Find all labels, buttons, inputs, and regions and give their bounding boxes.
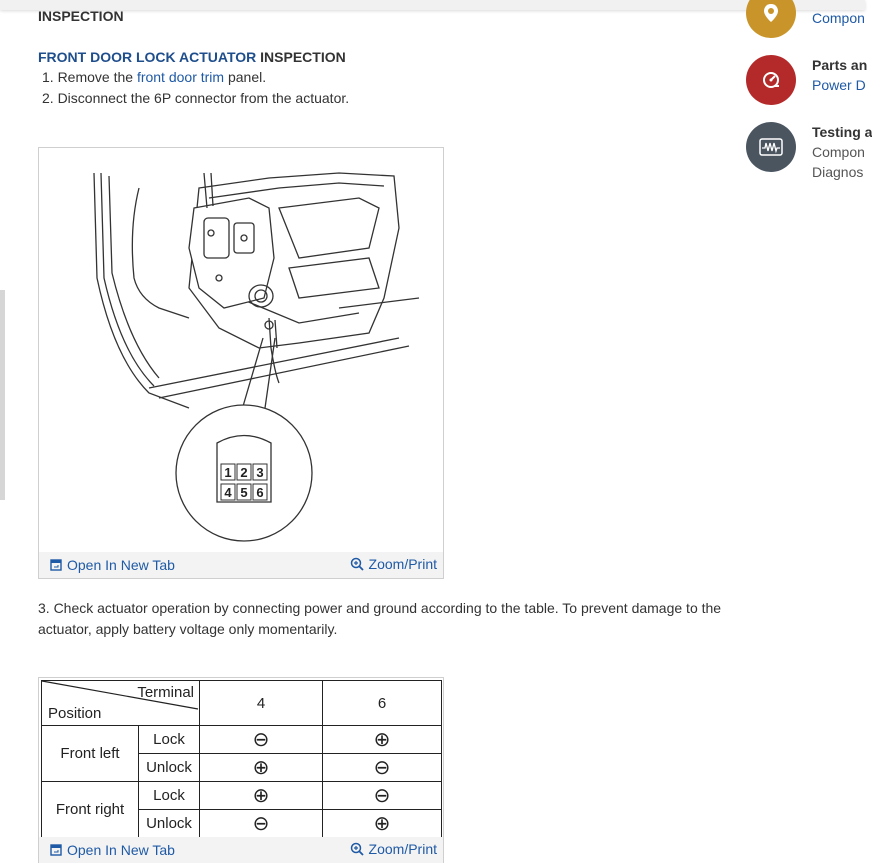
polarity-cell: ⊕ <box>323 810 442 838</box>
step-3: 3. Check actuator operation by connecting power and ground according to the table. To prevent damage to the actuator, apply battery voltage only momentarily. <box>38 600 722 637</box>
zoom-print-label: Zoom/Print <box>368 556 437 572</box>
action-lock: Lock <box>139 726 200 754</box>
connector-pin-2: 2 <box>240 465 248 480</box>
polarity-cell: ⊖ <box>200 810 323 838</box>
magnifier-icon <box>350 842 364 856</box>
action-unlock: Unlock <box>139 754 200 782</box>
open-new-tab-icon <box>50 559 62 571</box>
action-unlock: Unlock <box>139 810 200 838</box>
table-zoom-print-link[interactable] <box>350 841 437 857</box>
figure-footer <box>39 552 443 578</box>
connector-pin-6: 6 <box>256 485 264 500</box>
gauge-icon[interactable] <box>746 55 796 105</box>
door-actuator-figure <box>38 147 444 579</box>
column-header-4: 4 <box>200 681 323 726</box>
step-1 <box>42 69 266 85</box>
top-bar <box>0 0 865 10</box>
open-new-tab-link[interactable] <box>50 557 175 573</box>
sidebar-item-1-line[interactable]: Compon <box>812 10 865 26</box>
group-front-right: Front right <box>42 782 139 838</box>
sidebar-item-3-line-1[interactable]: Compon <box>812 144 865 160</box>
sidebar-item-2-line[interactable]: Power D <box>812 77 866 93</box>
step-1-suffix: panel. <box>224 69 267 85</box>
connector-pin-5: 5 <box>240 485 248 500</box>
sidebar-item-2-title: Parts an <box>812 57 868 73</box>
waveform-icon[interactable] <box>746 122 796 172</box>
related-sidebar <box>746 0 872 200</box>
scroll-track[interactable] <box>0 290 5 500</box>
polarity-cell: ⊖ <box>200 726 323 754</box>
header-terminal: Terminal <box>137 684 194 701</box>
table-figure-footer <box>39 837 443 863</box>
polarity-cell: ⊕ <box>323 726 442 754</box>
front-door-trim-link[interactable]: front door trim <box>136 69 225 85</box>
open-new-tab-label: Open In New Tab <box>67 557 175 573</box>
subsection-title <box>38 49 346 65</box>
location-pin-icon[interactable] <box>746 0 796 38</box>
connector-pin-4: 4 <box>224 485 232 500</box>
polarity-cell: ⊖ <box>323 754 442 782</box>
magnifier-icon <box>350 557 364 571</box>
polarity-cell: ⊕ <box>200 754 323 782</box>
step-2: 2. Disconnect the 6P connector from the actuator. <box>42 90 350 106</box>
connector-pin-3: 3 <box>256 465 264 480</box>
table-corner-header <box>42 681 200 726</box>
polarity-cell: ⊕ <box>200 782 323 810</box>
column-header-6: 6 <box>323 681 442 726</box>
group-front-left: Front left <box>42 726 139 782</box>
section-title: INSPECTION <box>38 8 124 24</box>
zoom-print-link[interactable] <box>350 556 437 572</box>
sidebar-item-3-line-2[interactable]: Diagnos <box>812 164 864 180</box>
header-position: Position <box>48 705 102 722</box>
action-lock: Lock <box>139 782 200 810</box>
sidebar-item-3-title: Testing a <box>812 124 872 140</box>
connector-pin-1: 1 <box>224 465 232 480</box>
polarity-cell: ⊖ <box>323 782 442 810</box>
table-open-new-tab-link[interactable] <box>50 842 175 858</box>
door-actuator-diagram <box>39 148 443 552</box>
open-new-tab-icon <box>50 844 62 856</box>
terminal-table <box>41 680 442 838</box>
actuator-link[interactable]: FRONT DOOR LOCK ACTUATOR <box>38 49 257 65</box>
terminal-table-figure <box>38 677 444 863</box>
subsection-suffix: INSPECTION <box>256 49 346 65</box>
step-1-prefix: 1. Remove the <box>42 69 137 85</box>
open-new-tab-label: Open In New Tab <box>67 842 175 858</box>
zoom-print-label: Zoom/Print <box>368 841 437 857</box>
